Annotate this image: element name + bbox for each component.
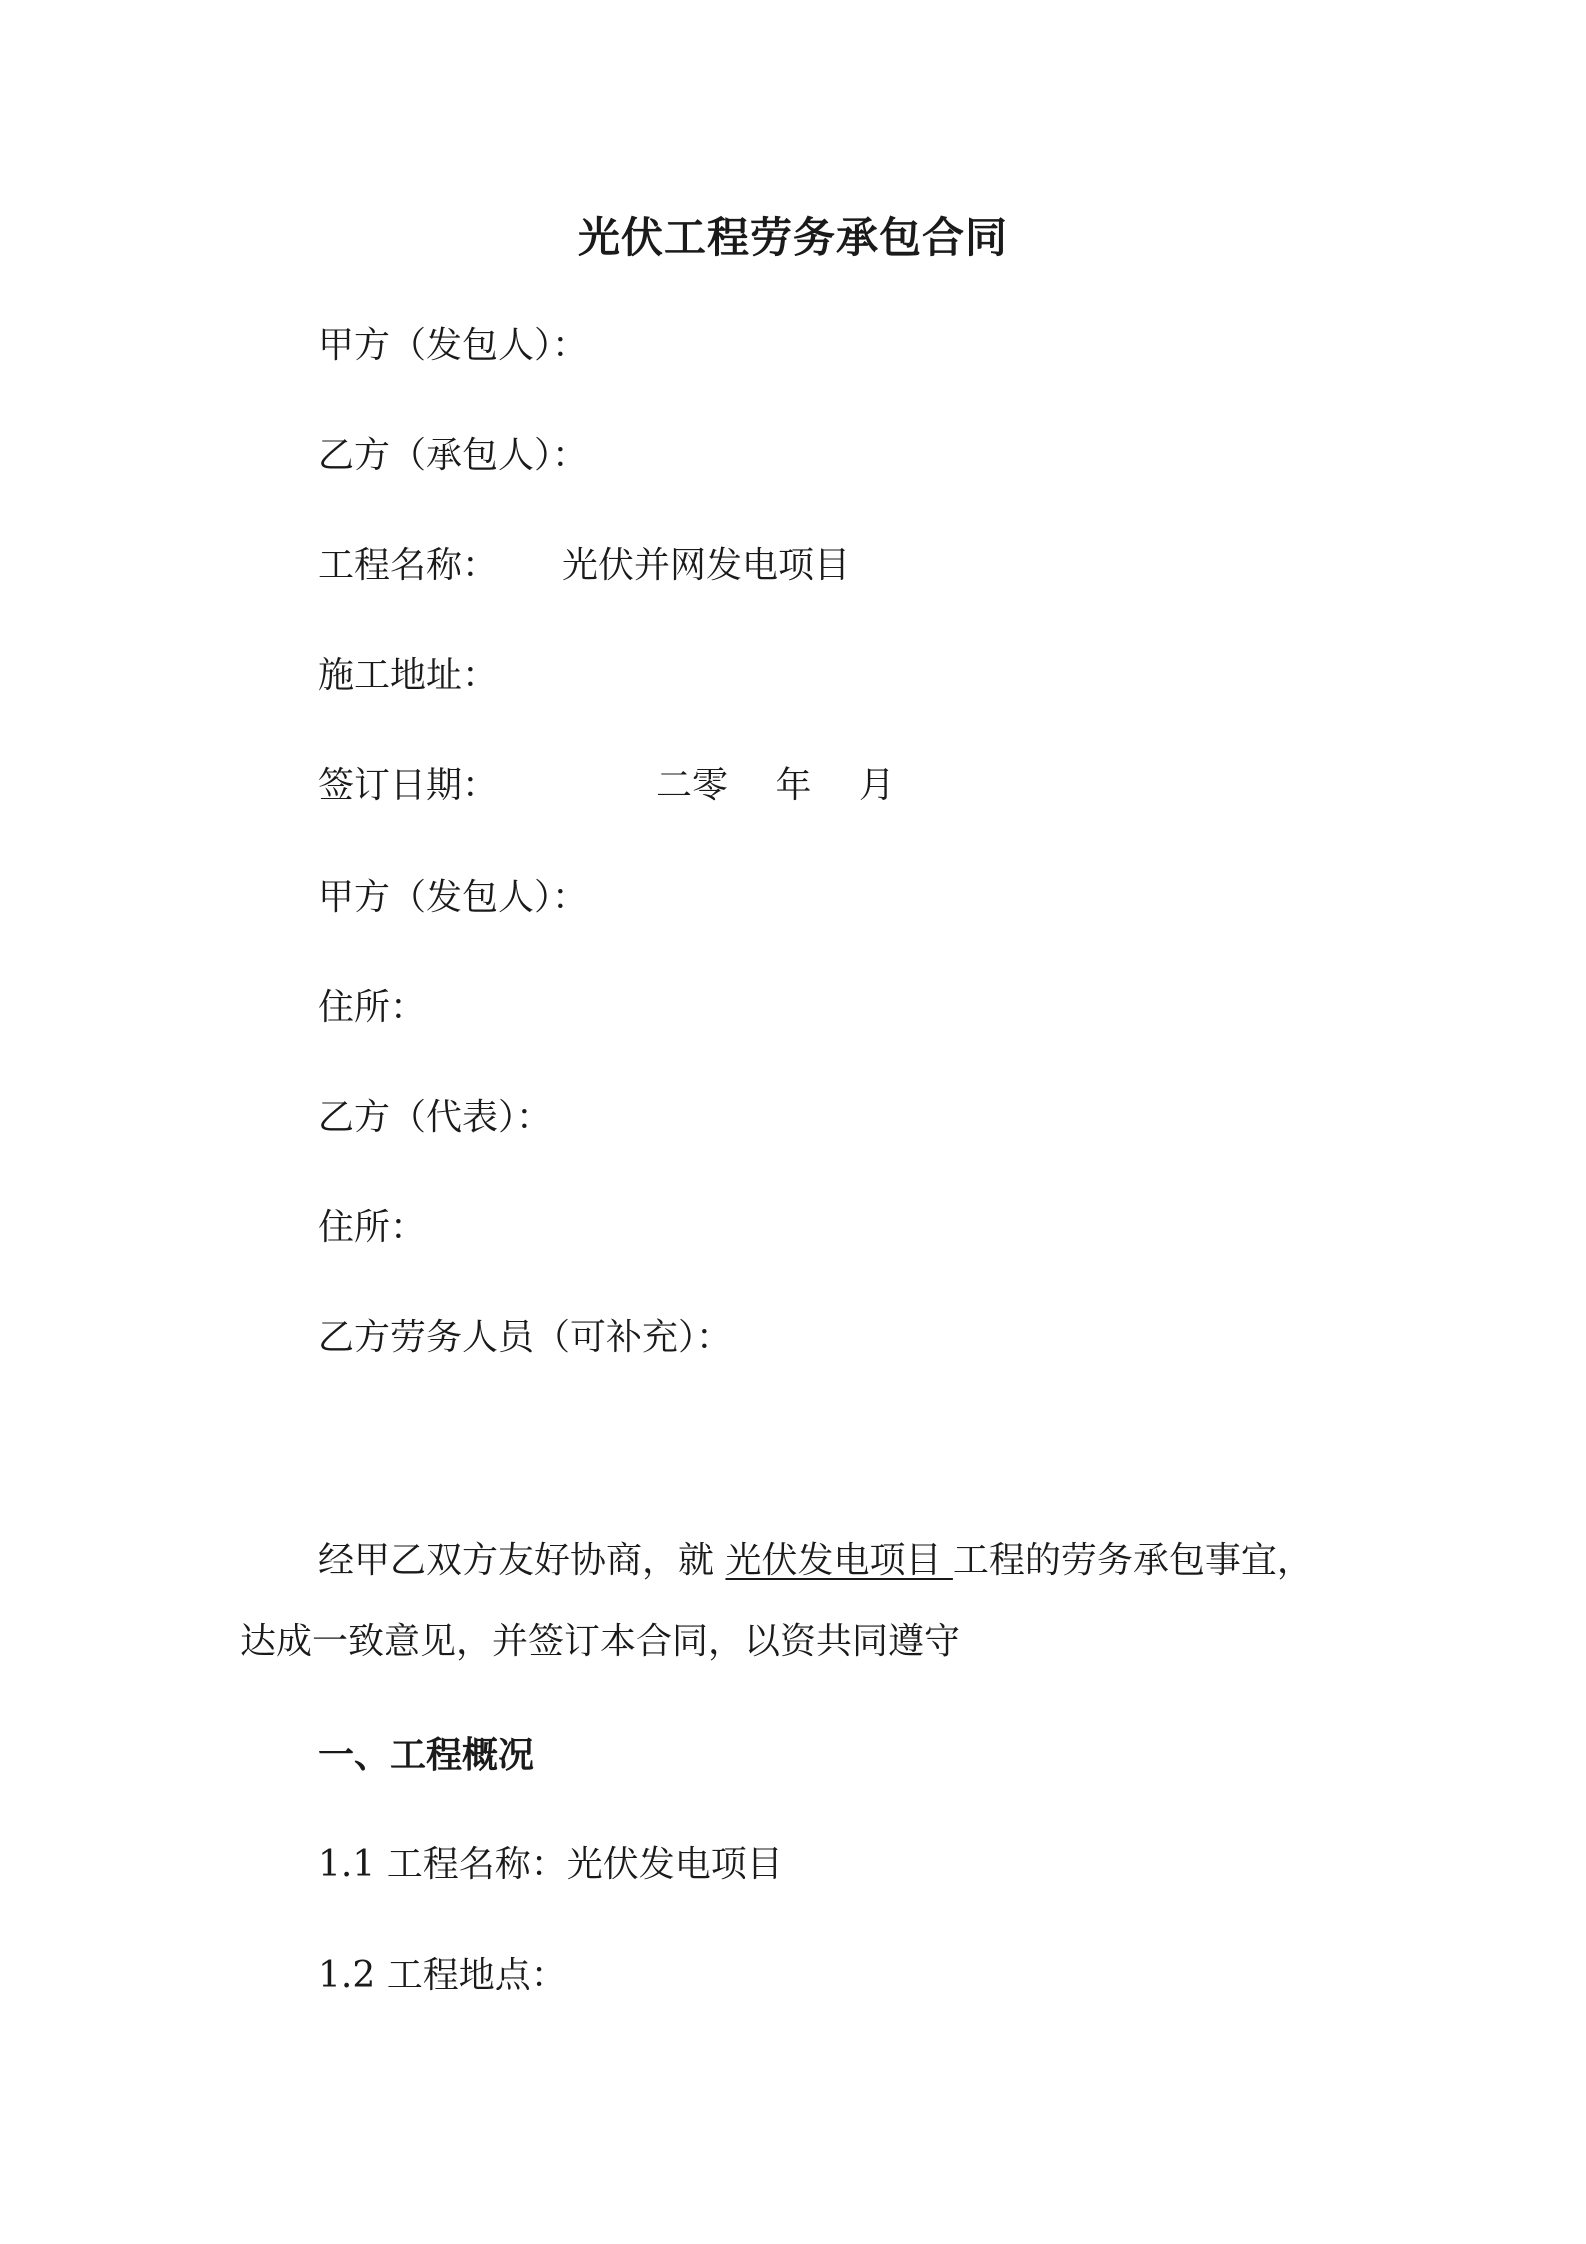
document-title: 光伏工程劳务承包合同	[577, 213, 1008, 262]
project-name-value: 光伏并网发电项目	[562, 545, 851, 586]
party-b-workers-label: 乙方劳务人员（可补充）：	[318, 1317, 733, 1358]
project-name-label: 工程名称：	[318, 545, 499, 586]
preamble-line-2: 达成一致意见，并签订本合同，以资共同遵守	[240, 1621, 961, 1662]
party-a-detail-label: 甲方（发包人）：	[318, 877, 589, 918]
sign-date-value: 二零 年 月	[656, 765, 895, 806]
party-b-residence-label: 住所：	[318, 1207, 427, 1248]
party-b-label: 乙方（承包人）：	[318, 435, 589, 476]
party-a-label: 甲方（发包人）：	[318, 325, 589, 366]
section-1-item-2: 1.2 工程地点：	[318, 1955, 567, 1996]
sign-date-label: 签订日期：	[318, 765, 499, 806]
preamble-prefix: 经甲乙双方友好协商，就	[318, 1540, 726, 1581]
party-a-residence-label: 住所：	[318, 987, 427, 1028]
party-b-detail-label: 乙方（代表）：	[318, 1097, 553, 1138]
preamble-line-1	[318, 1540, 1313, 1581]
preamble-project-name: 光伏发电项目	[725, 1540, 953, 1581]
preamble-suffix: 工程的劳务承包事宜，	[952, 1540, 1313, 1581]
site-address-label: 施工地址：	[318, 655, 499, 696]
section-1-heading: 一、工程概况	[318, 1734, 535, 1776]
section-1-item-1: 1.1 工程名称：光伏发电项目	[318, 1844, 783, 1885]
